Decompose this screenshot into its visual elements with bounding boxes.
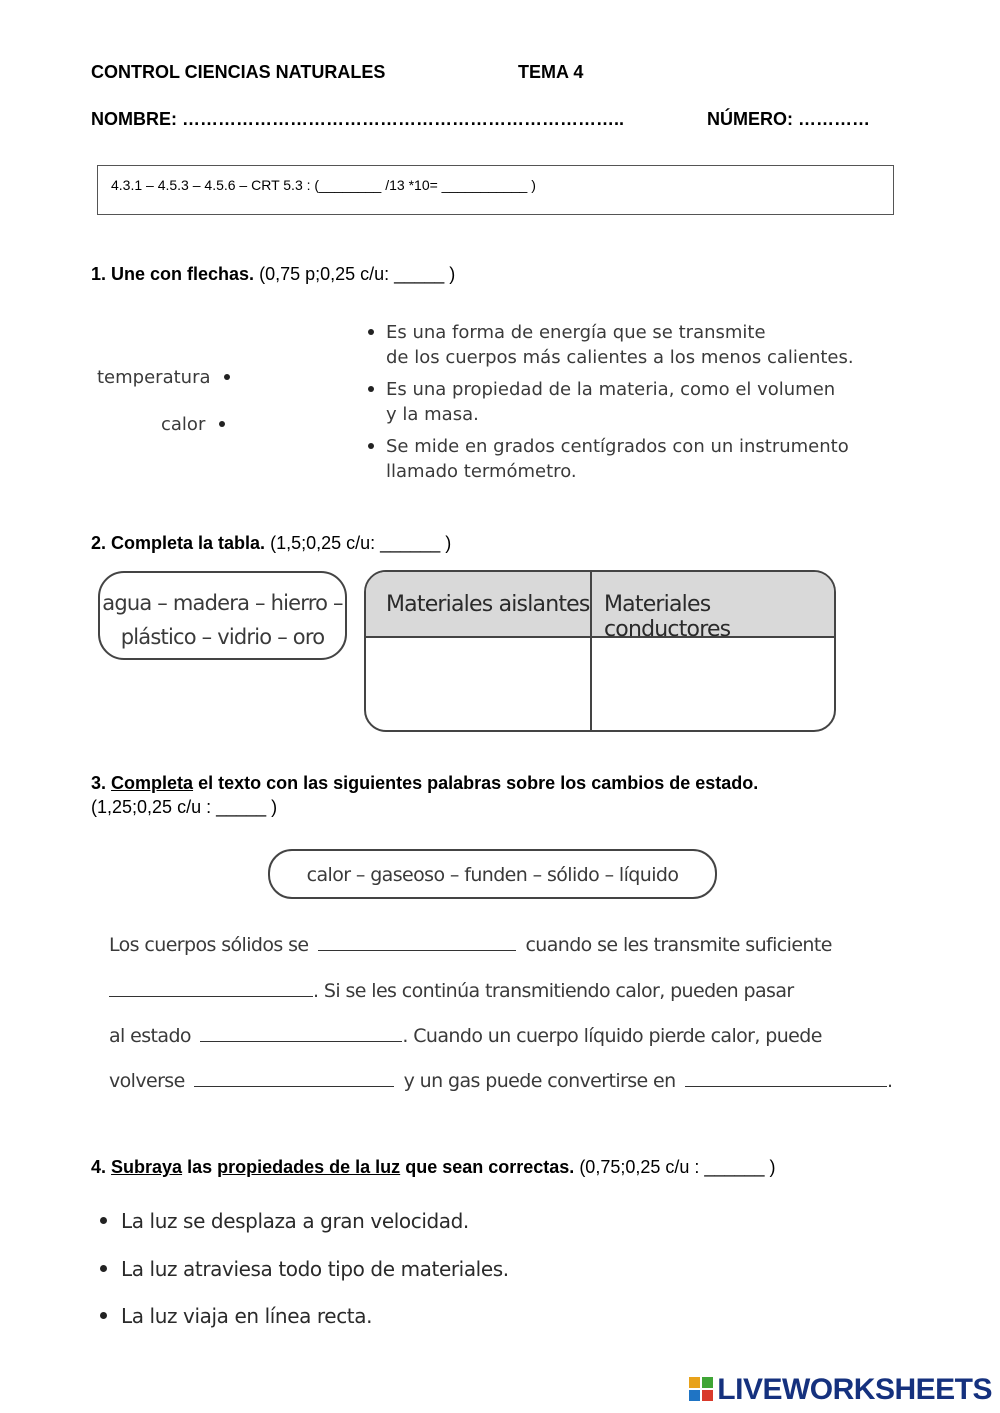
blank-1[interactable] <box>318 950 516 951</box>
word-bank-line: agua – madera – hierro – <box>102 591 343 615</box>
name-field[interactable]: NOMBRE: ……………………………………………………………….. <box>91 109 624 129</box>
fill-text: Los cuerpos sólidos se <box>109 934 309 956</box>
match-right-item-2[interactable] <box>368 377 835 427</box>
match-right-line: Es una propiedad de la materia, como el volumen <box>386 379 836 400</box>
logo-text: LIVEWORKSHEETS <box>717 1373 992 1406</box>
fill-line-2 <box>109 980 794 1002</box>
fill-text: cuando se les transmite suficiente <box>525 934 832 956</box>
question-4-title-text: que sean correctas. <box>405 1157 575 1177</box>
match-right-item-3[interactable] <box>368 434 849 484</box>
blank-5[interactable] <box>685 1086 887 1087</box>
fill-text: y un gas puede convertirse en <box>403 1070 676 1092</box>
fill-text: . Si se les continúa transmitiendo calor, pueden pasar <box>313 980 794 1002</box>
question-1-points: (0,75 p;0,25 c/u: _____ ) <box>259 264 456 284</box>
score-line: 4.3.1 – 4.5.3 – 4.5.6 – CRT 5.3 : (________ /13 *10= ___________ ) <box>111 177 536 193</box>
question-4-heading <box>91 1157 775 1178</box>
bullet-dot <box>100 1265 107 1272</box>
match-dot <box>368 443 374 449</box>
question-4-keyword-light: propiedades de la luz <box>217 1157 401 1177</box>
match-left-label: temperatura <box>97 367 211 388</box>
question-1-title: 1. Une con flechas. <box>91 264 255 284</box>
match-left-temperatura[interactable] <box>97 367 230 388</box>
bullet-dot <box>100 1312 107 1319</box>
question-3-title-text: el texto con las siguientes palabras sobre los cambios de estado. <box>198 773 759 793</box>
conductors-answer-cell[interactable] <box>592 638 836 732</box>
worksheet-title: CONTROL CIENCIAS NATURALES <box>91 62 386 82</box>
table-header-insulators: Materiales aislantes <box>386 592 590 617</box>
question-3-keyword: Completa <box>111 773 194 793</box>
materials-table <box>364 570 836 732</box>
fill-text: . <box>887 1070 893 1092</box>
match-right-line: Se mide en grados centígrados con un instrumento <box>386 436 849 457</box>
match-right-line: y la masa. <box>386 404 479 425</box>
question-2-title: 2. Completa la tabla. <box>91 533 266 553</box>
light-property-text: La luz viaja en línea recta. <box>121 1304 373 1328</box>
light-property-text: La luz se desplaza a gran velocidad. <box>121 1209 469 1233</box>
question-4-number: 4. <box>91 1157 107 1177</box>
question-3-number: 3. <box>91 773 107 793</box>
question-2-heading <box>91 533 451 554</box>
fill-text: . Cuando un cuerpo líquido pierde calor, puede <box>402 1025 822 1047</box>
question-1-heading <box>91 264 455 285</box>
light-property-2[interactable] <box>100 1257 509 1281</box>
blank-4[interactable] <box>194 1086 394 1087</box>
question-4-points: (0,75;0,25 c/u : ______ ) <box>579 1157 776 1177</box>
question-3-points: (1,25;0,25 c/u : _____ ) <box>91 797 278 817</box>
fill-line-4 <box>109 1070 893 1092</box>
blank-3[interactable] <box>200 1041 402 1042</box>
liveworksheets-logo <box>689 1373 992 1407</box>
question-3-title <box>91 773 758 794</box>
question-2-points: (1,5;0,25 c/u: ______ ) <box>270 533 452 553</box>
question-4-word: las <box>187 1157 213 1177</box>
states-word-bank <box>268 849 717 899</box>
question-4-keyword-subraya: Subraya <box>111 1157 183 1177</box>
fill-text: volverse <box>109 1070 185 1092</box>
liveworksheets-logo-icon <box>689 1377 713 1401</box>
states-word-bank-text: calor – gaseoso – funden – sólido – líquido <box>306 864 679 886</box>
light-property-1[interactable] <box>100 1209 469 1233</box>
light-property-3[interactable] <box>100 1304 372 1328</box>
fill-line-1 <box>109 934 832 956</box>
table-header-conductors: Materiales conductores <box>604 592 731 642</box>
fill-text: al estado <box>109 1025 191 1047</box>
match-dot <box>219 421 225 427</box>
score-box <box>97 165 894 215</box>
match-right-item-1[interactable] <box>368 320 854 370</box>
match-left-label: calor <box>161 414 206 435</box>
match-right-line: Es una forma de energía que se transmite <box>386 322 766 343</box>
match-left-calor[interactable] <box>161 414 225 435</box>
word-bank-line: plástico – vidrio – oro <box>120 625 325 649</box>
insulators-answer-cell[interactable] <box>366 638 590 732</box>
match-dot <box>224 374 230 380</box>
bullet-dot <box>100 1217 107 1224</box>
match-dot <box>368 329 374 335</box>
materials-word-bank <box>98 571 347 660</box>
match-right-line: de los cuerpos más calientes a los menos calientes. <box>386 347 854 368</box>
blank-2[interactable] <box>109 996 313 997</box>
fill-line-3 <box>109 1025 822 1047</box>
match-dot <box>368 386 374 392</box>
match-right-line: llamado termómetro. <box>386 461 577 482</box>
topic-label: TEMA 4 <box>518 62 584 82</box>
light-property-text: La luz atraviesa todo tipo de materiales. <box>121 1257 509 1281</box>
number-field[interactable]: NÚMERO: ………… <box>707 109 870 129</box>
